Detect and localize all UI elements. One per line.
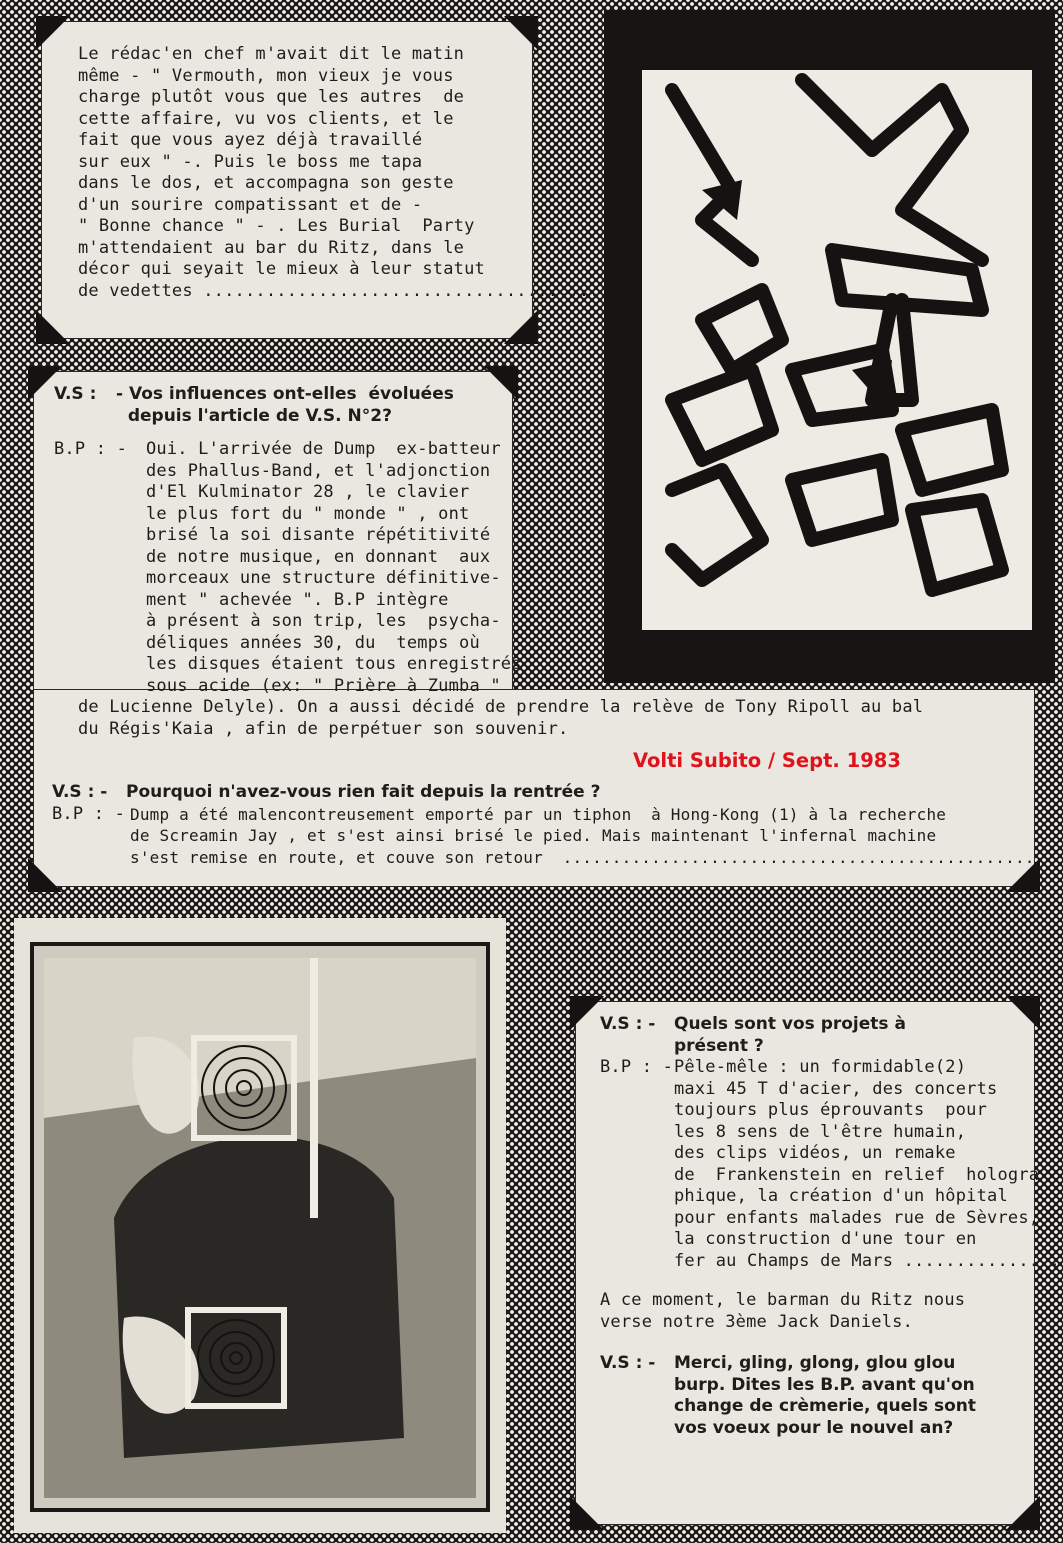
intro-line: fait que vous ayez déjà travaillé xyxy=(78,130,423,150)
question-3-line: Quels sont vos projets à xyxy=(674,1014,906,1034)
narration-line: A ce moment, le barman du Ritz nous xyxy=(600,1290,966,1310)
narration xyxy=(600,1290,1060,1333)
answer-3-line: maxi 45 T d'acier, des concerts xyxy=(674,1078,998,1099)
answer-3-line: phique, la création d'un hôpital xyxy=(674,1186,1008,1206)
intro-line: " Bonne chance " - . Les Burial Party xyxy=(78,216,475,236)
question-4-line: change de crèmerie, quels sont xyxy=(674,1396,977,1416)
interview-1-text xyxy=(54,384,923,740)
intro-line: décor qui seyait le mieux à leur statut xyxy=(78,259,485,279)
band-photo xyxy=(14,918,506,1533)
answer-3-line: la construction d'une tour en xyxy=(674,1229,977,1249)
answer-2: B.P : - Dump a été malencontreusement emporté par un tiphon à Hong-Kong (1) à la recherche de Screamin Jay , et s'est ainsi brisé le pied. Mais maintenant l'infernal machine s'est remise en route, et couve son retour ................................................ xyxy=(52,803,1035,867)
intro-line: m'attendaient au bar du Ritz, dans le xyxy=(78,237,465,258)
intro-line: sur eux " -. Puis le boss me tapa xyxy=(78,151,423,172)
intro-text xyxy=(78,44,600,302)
answer-1-wide-line: du Régis'Kaia , afin de perpétuer son souvenir. xyxy=(78,718,569,739)
answer-3-line: pour enfants malades rue de Sèvres, xyxy=(674,1207,1040,1228)
answer-1-line: de notre musique, en donnant aux xyxy=(146,546,491,567)
intro-line: Le rédac'en chef m'avait dit le matin xyxy=(78,44,465,64)
question-3-line: présent ? xyxy=(674,1035,764,1056)
answer-3-line: les 8 sens de l'être humain, xyxy=(674,1121,967,1142)
answer-1-line: le plus fort du " monde " , ont xyxy=(146,503,470,524)
answer-1-line: les disques étaient tous enregistrés xyxy=(146,654,522,674)
answer-3-line: des clips vidéos, un remake xyxy=(674,1143,956,1163)
question-4-line: Merci, gling, glong, glou glou xyxy=(674,1353,956,1373)
answer-1-line: déliques années 30, du temps où xyxy=(146,632,480,653)
intro-line: cette affaire, vu vos clients, et le xyxy=(78,108,454,129)
intro-line: d'un sourire compatissant et de - xyxy=(78,194,423,215)
answer-1: B.P : - Oui. L'arrivée de Dump ex-batteur des Phallus-Band, et l'adjonction d'El Kulminator 28 , le clavier le plus fort du " monde " , ont brisé la soi disante répétitivité de notre musique, en donnant aux morceaux une structure définitive- ment " achevée ". B.P intègre à présent à son trip, les psycha- déliques années 30, du temps où les disques étaient tous enregistrés sous acide (ex: " Prière à Zumba " de Lucienne Delyle). On a aussi décidé de prendre la relève de Tony Ripoll au bal du Régis'Kaia , afin de perpétuer son souvenir. xyxy=(54,439,924,739)
answer-3-line: Pêle-mêle : un formidable(2) xyxy=(674,1057,967,1077)
question-2: V.S : - Pourquoi n'avez-vous rien fait depuis la rentrée ? xyxy=(52,782,1035,804)
narration-line: verse notre 3ème Jack Daniels. xyxy=(600,1311,914,1332)
question-1-line: depuis l'article de V.S. N°2? xyxy=(116,405,392,426)
answer-1-wide-line: de Lucienne Delyle). On a aussi décidé de prendre la relève de Tony Ripoll au bal xyxy=(78,697,924,717)
source-caption: Volti Subito / Sept. 1983 xyxy=(633,749,901,772)
answer-3-line: de Frankenstein en relief hologra xyxy=(674,1164,1040,1185)
interview-2-text xyxy=(600,1014,1060,1439)
answer-1-line: à présent à son trip, les psycha- xyxy=(146,611,501,631)
intro-line: dans le dos, et accompagna son geste xyxy=(78,173,454,193)
intro-box xyxy=(42,22,600,338)
answer-2-line: s'est remise en route, et couve son retour ................................................ xyxy=(130,847,1035,867)
question-1: V.S : - Vos influences ont-elles évoluées depuis l'article de V.S. N°2? xyxy=(54,384,923,427)
answer-1-line: morceaux une structure définitive- xyxy=(146,568,501,588)
answer-3-line: toujours plus éprouvants pour xyxy=(674,1100,988,1120)
question-4-line: vos voeux pour le nouvel an? xyxy=(674,1417,954,1438)
intro-line: même - " Vermouth, mon vieux je vous xyxy=(78,65,454,86)
intro-line: de vedettes ...................................... xyxy=(78,280,600,301)
answer-1-line: d'El Kulminator 28 , le clavier xyxy=(146,482,470,502)
answer-1-line: brisé la soi disante répétitivité xyxy=(146,525,491,545)
interview-1-bottom-text xyxy=(52,782,1035,868)
question-4-line: burp. Dites les B.P. avant qu'on xyxy=(674,1374,975,1395)
answer-1-line: des Phallus-Band, et l'adjonction xyxy=(146,460,491,481)
intro-line: charge plutôt vous que les autres de xyxy=(78,87,465,107)
answer-1-line: ment " achevée ". B.P intègre xyxy=(146,589,449,610)
question-2-line: Pourquoi n'avez-vous rien fait depuis la rentrée ? xyxy=(126,782,601,802)
question-3: V.S : - Quels sont vos projets à présent ? xyxy=(600,1014,1060,1057)
answer-2-line: Dump a été malencontreusement emporté par un tiphon à Hong-Kong (1) à la recherche xyxy=(130,804,947,824)
question-4: V.S : - Merci, gling, glong, glou glou burp. Dites les B.P. avant qu'on change de crèmerie, quels sont vos voeux pour le nouvel an? xyxy=(600,1353,1060,1439)
answer-3: B.P : - Pêle-mêle : un formidable(2) maxi 45 T d'acier, des concerts toujours plus éprouvants pour les 8 sens de l'être humain, des clips vidéos, un remake de Frankenstein en relief hologra phique, la création d'un hôpital pour enfants malades rue de Sèvres, la construction d'une tour en fer au Champs de Mars ............... xyxy=(600,1057,1061,1271)
answer-3-line: fer au Champs de Mars ............... xyxy=(674,1250,1061,1271)
answer-2-line: de Screamin Jay , et s'est ainsi brisé le pied. Mais maintenant l'infernal machine xyxy=(130,826,937,845)
answer-1-line: sous acide (ex: " Prière à Zumba " xyxy=(146,675,501,696)
question-1-line: - Vos influences ont-elles évoluées xyxy=(116,384,454,404)
band-photo-icon xyxy=(14,918,506,1533)
answer-1-line: Oui. L'arrivée de Dump ex-batteur xyxy=(146,439,501,459)
